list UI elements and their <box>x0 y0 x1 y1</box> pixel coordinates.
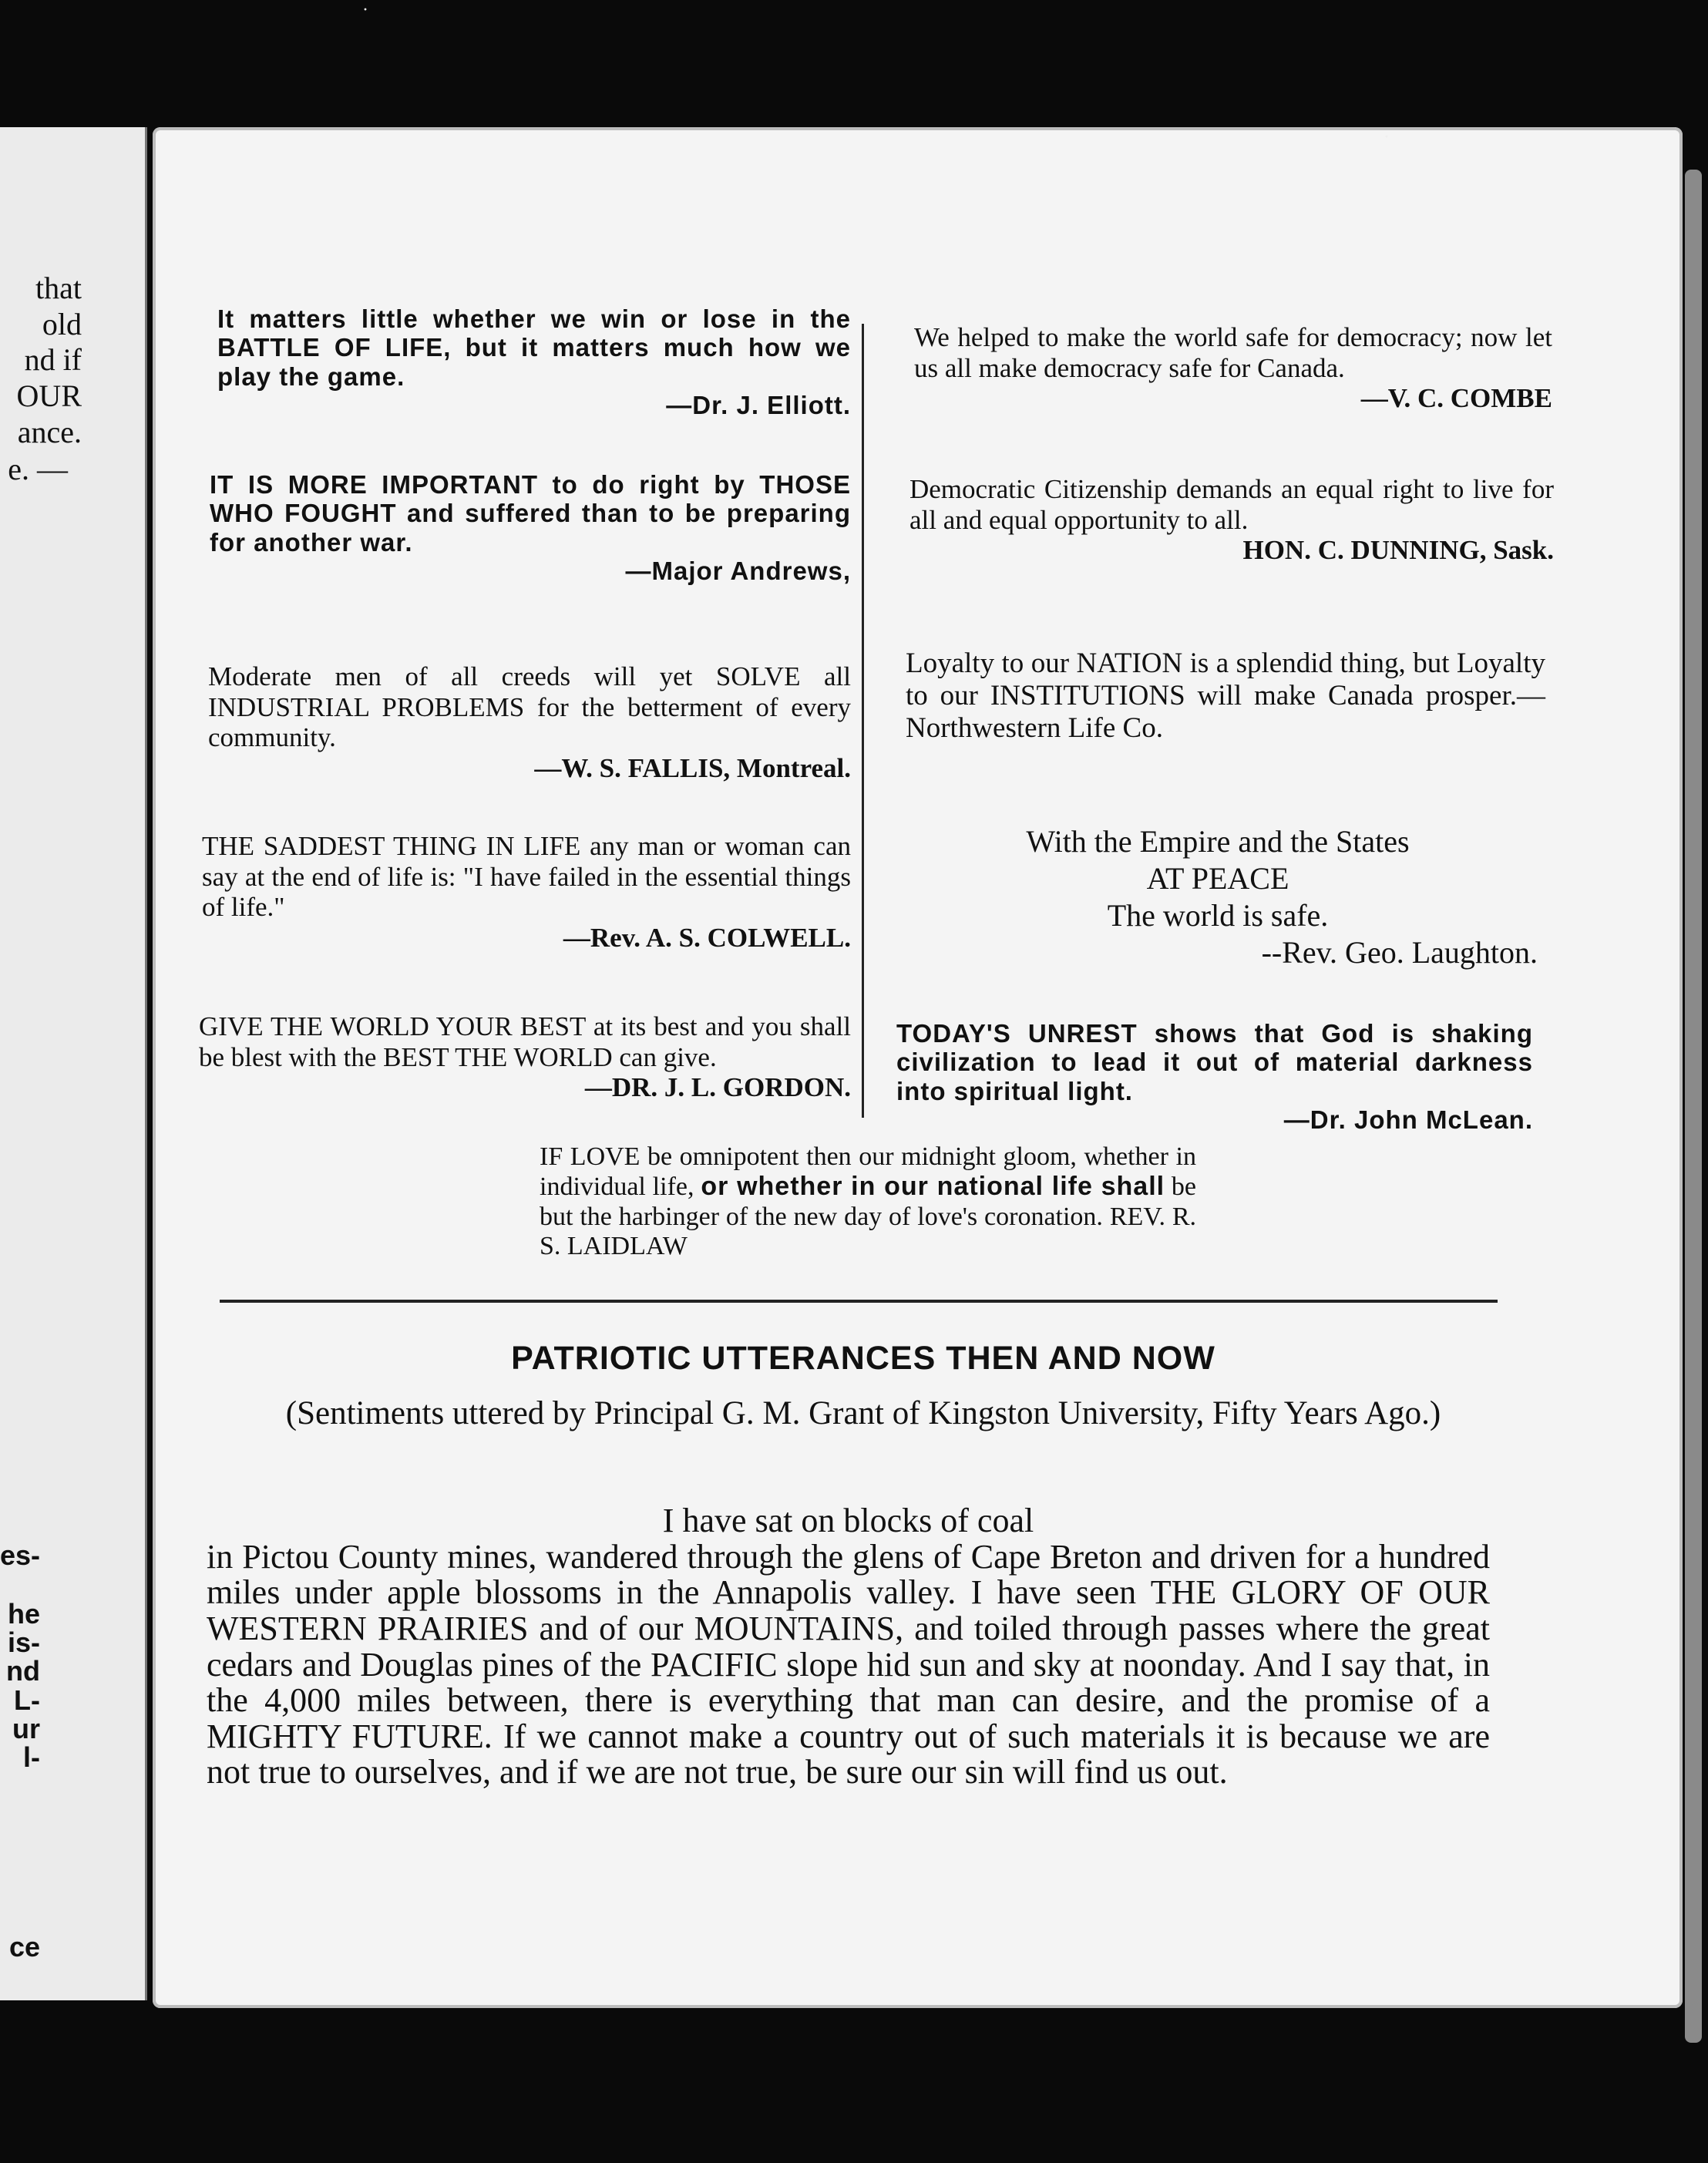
quote-laidlaw <box>540 1142 1196 1262</box>
quote-author: --Rev. Geo. Laughton. <box>1261 935 1538 970</box>
dust-mark: · <box>1384 127 1390 147</box>
quote-line: AT PEACE <box>1146 861 1289 896</box>
left-fragment-bold-line: ur <box>12 1713 40 1744</box>
dust-mark: · <box>362 0 368 20</box>
quote-laughton <box>898 823 1538 971</box>
quote-fallis <box>208 661 851 783</box>
left-fragment-bold-line: is- <box>7 1626 40 1658</box>
page-edge <box>1685 170 1702 2043</box>
quote-combe <box>914 322 1552 414</box>
quote-text: We helped to make the world safe for democracy; now let us all make democracy safe for Canada. <box>914 322 1552 383</box>
quote-author: HON. C. DUNNING, Sask. <box>1242 535 1554 566</box>
quote-text: IT IS MORE IMPORTANT to do right by THOSE WHO FOUGHT and suffered than to be preparing for another war. <box>210 470 851 557</box>
quote-text: Democratic Citizenship demands an equal right to live for all and equal opportunity to all. <box>909 474 1554 535</box>
quote-text: THE SADDEST THING IN LIFE any man or woman can say at the end of life is: "I have failed in the essential things of life." <box>202 831 851 923</box>
quote-gordon <box>199 1011 851 1103</box>
column-divider <box>862 324 864 1118</box>
article-heading: PATRIOTIC UTTERANCES THEN AND NOW <box>511 1340 1215 1377</box>
quote-text: be but the harbinger of the new day of love's coronation. <box>540 1172 1197 1231</box>
article-first-line: I have sat on blocks of coal <box>662 1502 1034 1539</box>
quote-andrews <box>210 470 851 585</box>
quote-author: —W. S. FALLIS, Montreal. <box>534 752 851 783</box>
article-body-text: in Pictou County mines, wandered through the glens of Cape Breton and driven for a hundred miles under apple blossoms in the Annapolis valley. I have seen THE GLORY OF OUR WESTERN PRAIRIES and of our MOUNTAINS, and toiled through passes where the great cedars and Douglas pines of the PACIFIC slope hid sun and sky at noonday. And I say that, in the 4,000 miles between, there is everything that man can desire, and the promise of a MIGHTY FUTURE. If we cannot make a country out of such materials it is because we are not true to ourselves, and if we are not true, be sure our sin will find us out. <box>207 1537 1490 1791</box>
left-page-fragment <box>0 127 147 2000</box>
quote-text: IF LOVE be omnipotent then our midnight gloom, whether in individual life, <box>540 1142 1196 1202</box>
left-fragment-line: old <box>42 307 82 341</box>
left-fragment-bold-line: l- <box>23 1741 40 1773</box>
left-fragment-bold-line: he <box>7 1598 40 1630</box>
quote-text-bold: or whether in our national life shall <box>701 1172 1165 1202</box>
quote-text: GIVE THE WORLD YOUR BEST at its best and you shall be blest with the BEST THE WORLD can give. <box>199 1011 851 1072</box>
quote-dunning <box>909 474 1554 566</box>
left-fragment-line: e. — <box>8 452 68 486</box>
left-fragment-bold-line: es- <box>0 1539 40 1571</box>
left-fragment-bold-line: L- <box>14 1684 40 1716</box>
quote-author: —Rev. A. S. COLWELL. <box>563 922 851 953</box>
section-divider <box>220 1300 1498 1303</box>
quote-northwestern <box>906 648 1545 744</box>
quote-author: —V. C. COMBE <box>1360 383 1552 414</box>
quote-author: —Dr. John McLean. <box>1283 1105 1533 1134</box>
left-fragment-line: ance. <box>17 415 82 449</box>
quote-text: Loyalty to our NATION is a splendid thing, but Loyalty to our INSTITUTIONS will make Canada prosper.—Northwestern Life Co. <box>906 648 1545 744</box>
quote-author: —Major Andrews, <box>625 556 851 585</box>
quote-text: Moderate men of all creeds will yet SOLVE all INDUSTRIAL PROBLEMS for the betterment of every community. <box>208 661 851 753</box>
quote-line: The world is safe. <box>1107 898 1329 933</box>
quote-colwell <box>202 831 851 953</box>
quote-text: It matters little whether we win or lose in the BATTLE OF LIFE, but it matters much how we play the game. <box>217 304 851 391</box>
quote-author: REV. R. S. LAIDLAW <box>540 1202 1197 1261</box>
article-body <box>207 1503 1490 1791</box>
quote-line: With the Empire and the States <box>1026 824 1410 859</box>
quote-author: —DR. J. L. GORDON. <box>584 1072 851 1103</box>
quote-elliott <box>217 304 851 419</box>
left-fragment-line: that <box>35 271 82 305</box>
left-fragment-bold-line: ce <box>8 1931 40 1963</box>
left-fragment-line: OUR <box>16 378 82 413</box>
quote-mclean <box>896 1019 1533 1134</box>
quote-author: —Dr. J. Elliott. <box>666 390 851 419</box>
left-fragment-bold-line: nd <box>6 1655 40 1687</box>
article-subheading: (Sentiments uttered by Principal G. M. Grant of Kingston University, Fifty Years Ago.) <box>285 1395 1441 1431</box>
quote-text: TODAY'S UNREST shows that God is shaking civilization to lead it out of material darkness into spiritual light. <box>896 1019 1533 1105</box>
left-fragment-line: nd if <box>24 342 82 377</box>
